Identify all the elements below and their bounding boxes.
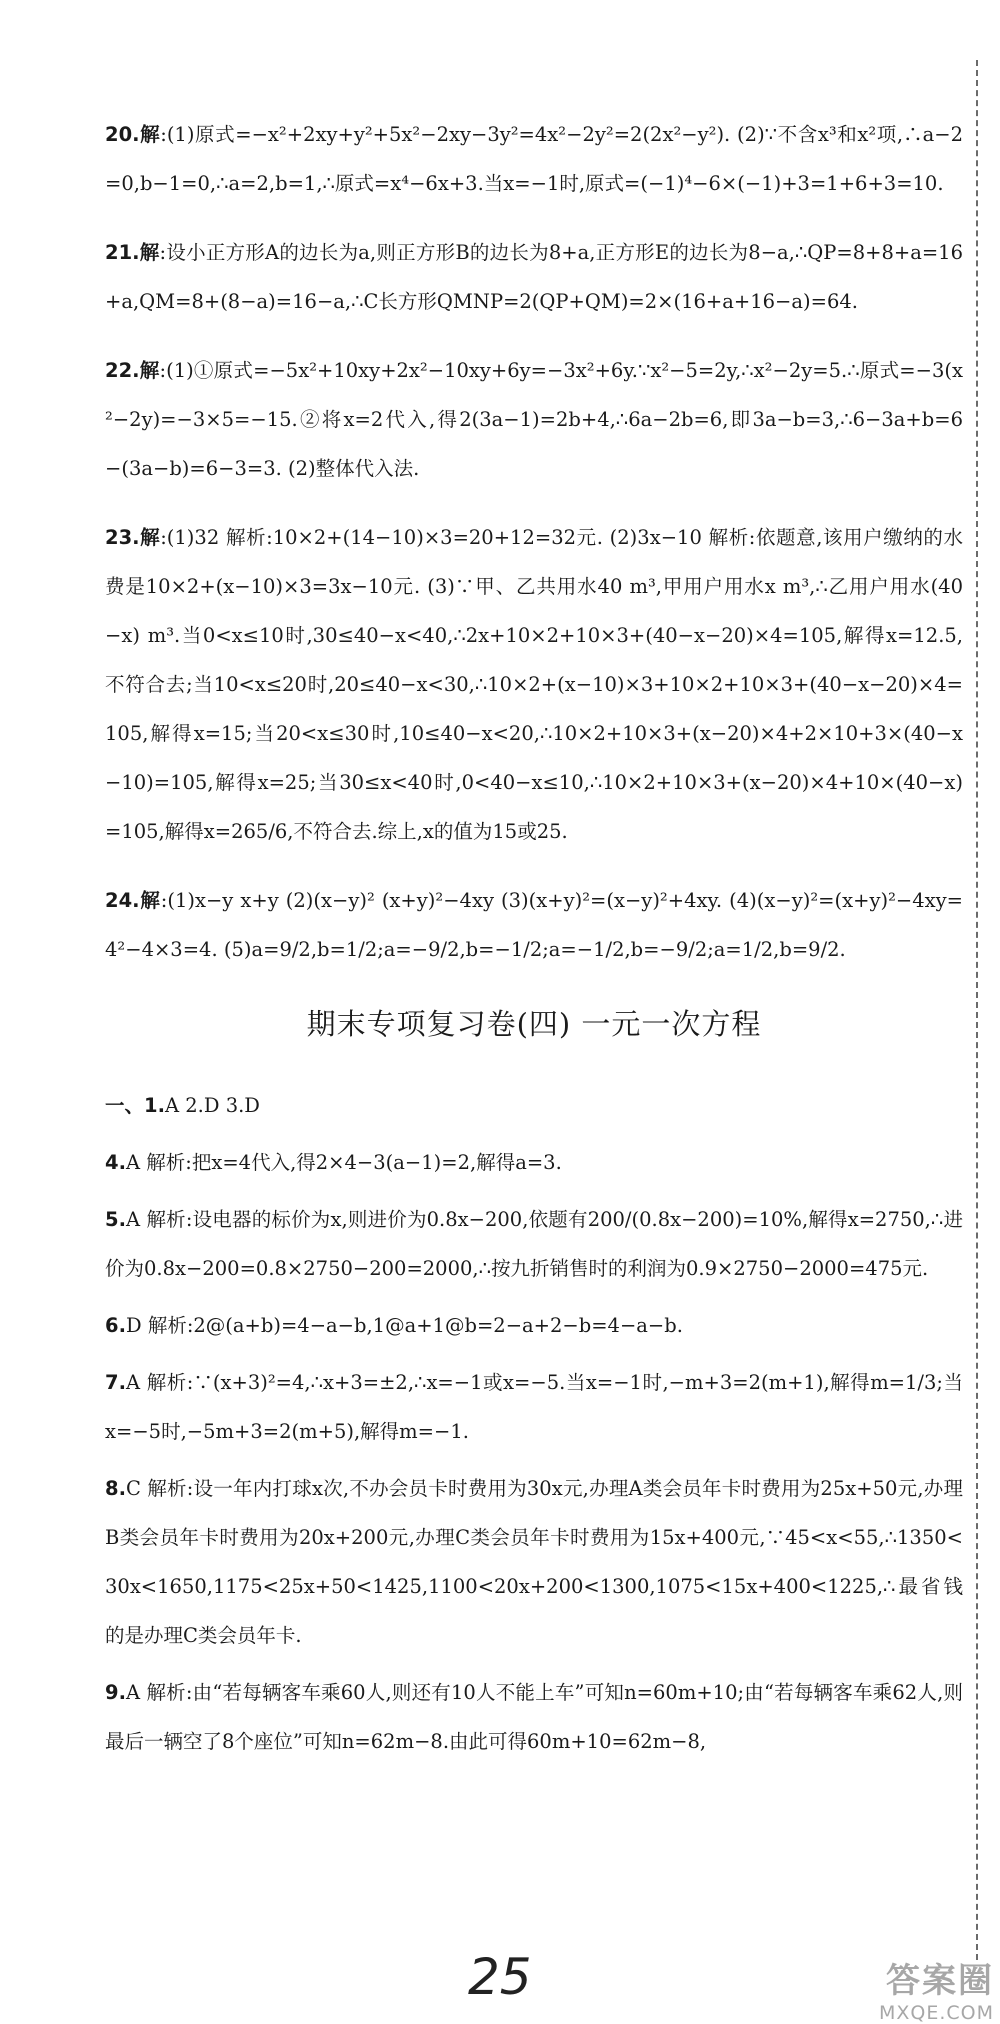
item-text: A 2.D 3.D (164, 1094, 260, 1117)
answer-number: 22. (105, 359, 140, 382)
answer-page (105, 110, 963, 1774)
watermark-url: MXQE.COM (878, 2002, 994, 2024)
answer-text: :(1)x−y x+y (2)(x−y)² (x+y)²−4xy (3)(x+y)²=(x−y)²+4xy. (4)(x−y)²=(x+y)²−4xy=4²−4×3=4. (5)a=9/2,b=1/2;a=−9/2,b=−1/2;a=−1/2,b=−9/2;a=1/2,b=9/2. (105, 889, 963, 961)
item-number: 一、1. (105, 1094, 165, 1117)
item-9 (105, 1668, 963, 1766)
item-number: 9. (105, 1681, 126, 1704)
item-6 (105, 1301, 963, 1350)
page-edge-dashed-line (976, 60, 978, 1960)
item-number: 7. (105, 1371, 126, 1394)
item-number: 8. (105, 1477, 126, 1500)
item-7 (105, 1358, 963, 1456)
item-8 (105, 1464, 963, 1660)
item-5 (105, 1195, 963, 1293)
item-text: A 解析:由“若每辆客车乘60人,则还有10人不能上车”可知n=60m+10;由“若每辆客车乘62人,则最后一辆空了8个座位”可知n=62m−8.由此可得60m+10=62m−8, (105, 1681, 963, 1753)
answer-label: 解 (139, 123, 161, 146)
answer-label: 解 (139, 889, 161, 912)
item-number: 4. (105, 1151, 126, 1174)
answer-label: 解 (139, 359, 160, 382)
answer-23 (105, 513, 963, 856)
item-text: D 解析:2@(a+b)=4−a−b,1@a+1@b=2−a+2−b=4−a−b. (125, 1314, 683, 1337)
item-text: A 解析:设电器的标价为x,则进价为0.8x−200,依题有200/(0.8x−200)=10%,解得x=2750,∴进价为0.8x−200=0.8×2750−200=2000,∴按九折销售时的利润为0.9×2750−2000=475元. (105, 1208, 963, 1280)
answer-text: :(1)①原式=−5x²+10xy+2x²−10xy+6y=−3x²+6y.∵x²−5=2y,∴x²−2y=5.∴原式=−3(x²−2y)=−3×5=−15.②将x=2代入,得2(3a−1)=2b+4,∴6a−2b=6,即3a−b=3,∴6−3a+b=6−(3a−b)=6−3=3. (2)整体代入法. (105, 359, 963, 480)
item-number: 6. (105, 1314, 126, 1337)
answer-20 (105, 110, 963, 208)
answer-21 (105, 228, 963, 326)
answer-22 (105, 346, 963, 493)
watermark-logo: 答案圈 (886, 1961, 994, 2001)
answer-text: :(1)32 解析:10×2+(14−10)×3=20+12=32元. (2)3x−10 解析:依题意,该用户缴纳的水费是10×2+(x−10)×3=3x−10元. (3)∵甲、乙共用水40 m³,甲用户用水x m³,∴乙用户用水(40−x) m³.当0<x≤10时,30≤40−x<40,∴2x+10×2+10×3+(40−x−20)×4=105,解得x=12.5,不符合去;当10<x≤20时,20≤40−x<30,∴10×2+(x−10)×3+10×2+10×3+(40−x−20)×4=105,解得x=15;当20<x≤30时,10≤40−x<20,∴10×2+10×3+(x−20)×4+2×10+3×(40−x−10)=105,解得x=25;当30≤x<40时,0<40−x≤10,∴10×2+10×3+(x−20)×4+10×(40−x)=105,解得x=265/6,不符合去.综上,x的值为15或25. (105, 526, 963, 843)
answer-text: :设小正方形A的边长为a,则正方形B的边长为8+a,正方形E的边长为8−a,∴QP=8+8+a=16+a,QM=8+(8−a)=16−a,∴C长方形QMNP=2(QP+QM)=2×(16+a+16−a)=64. (105, 241, 963, 313)
item-number: 5. (105, 1208, 126, 1231)
section-title: 期末专项复习卷(四) 一元一次方程 (306, 1007, 762, 1041)
answer-number: 24. (105, 889, 140, 912)
item-1-3 (105, 1081, 963, 1130)
answer-number: 21. (105, 241, 140, 264)
answer-number: 23. (105, 526, 140, 549)
watermark (764, 1953, 994, 2024)
answer-text: :(1)原式=−x²+2xy+y²+5x²−2xy−3y²=4x²−2y²=2(2x²−y²). (2)∵不含x³和x²项,∴a−2=0,b−1=0,∴a=2,b=1,∴原式=x⁴−6x+3.当x=−1时,原式=(−1)⁴−6×(−1)+3=1+6+3=10. (105, 123, 963, 195)
answer-24 (105, 876, 963, 974)
handwritten-page-number: 25 (468, 1948, 532, 2006)
answer-label: 解 (139, 526, 161, 549)
item-4 (105, 1138, 963, 1187)
item-text: A 解析:把x=4代入,得2×4−3(a−1)=2,解得a=3. (125, 1151, 562, 1174)
answer-label: 解 (139, 241, 160, 264)
item-text: C 解析:设一年内打球x次,不办会员卡时费用为30x元,办理A类会员年卡时费用为25x+50元,办理B类会员年卡时费用为20x+200元,办理C类会员年卡时费用为15x+400元,∵45<x<55,∴1350<30x<1650,1175<25x+50<1425,1100<20x+200<1300,1075<15x+400<1225,∴最省钱的是办理C类会员年卡. (105, 1477, 963, 1647)
answer-number: 20. (105, 123, 140, 146)
item-text: A 解析:∵(x+3)²=4,∴x+3=±2,∴x=−1或x=−5.当x=−1时,−m+3=2(m+1),解得m=1/3;当x=−5时,−5m+3=2(m+5),解得m=−1. (105, 1371, 963, 1443)
